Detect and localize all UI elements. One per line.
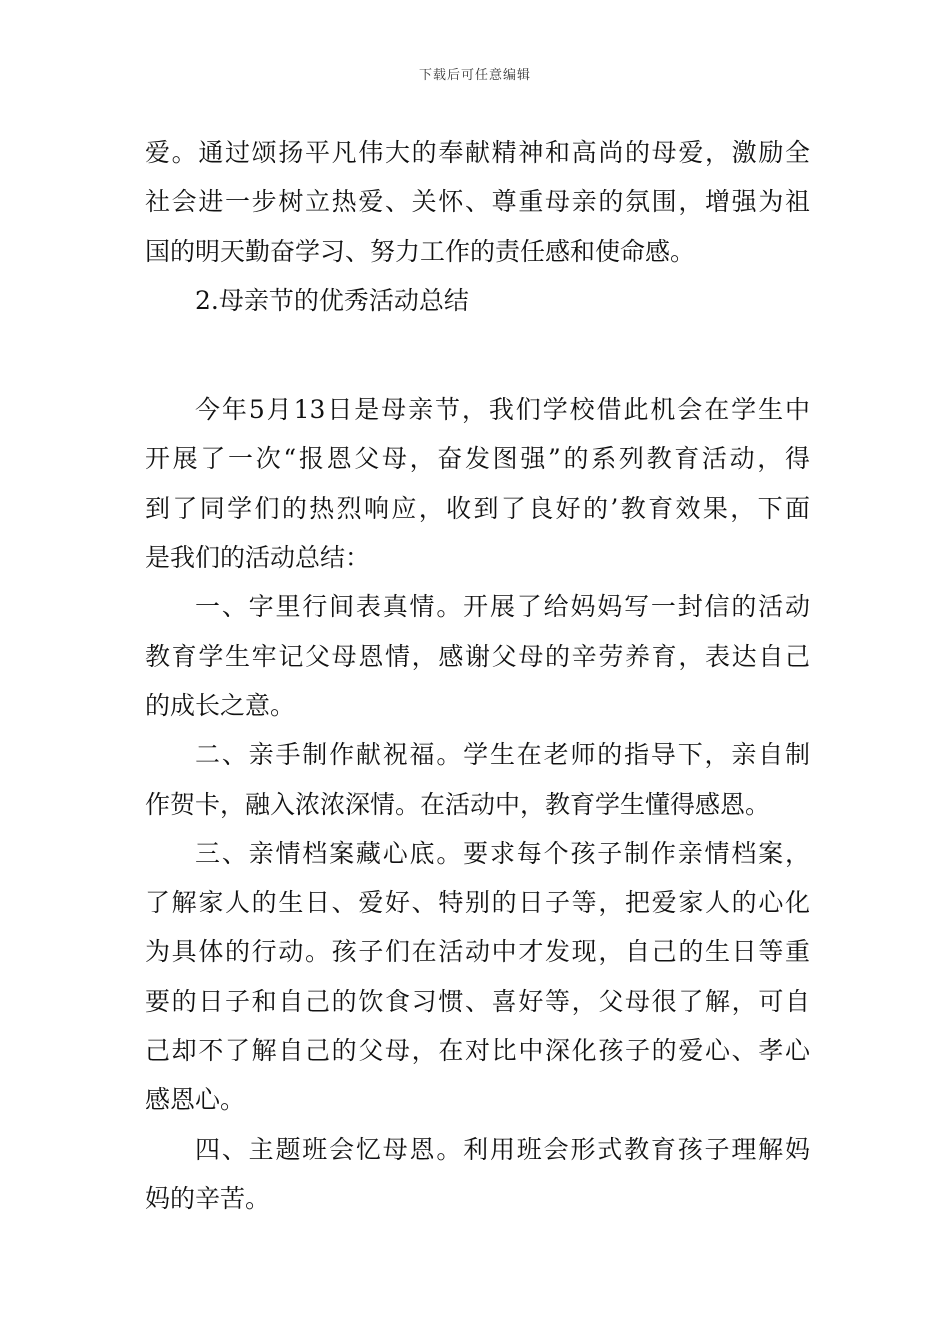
text-line: 今年5月13日是母亲节，我们学校借此机会在学生中 [195, 395, 810, 425]
paragraph-item-four [145, 1125, 810, 1224]
text-line: 国的明天勤奋学习、努力工作的责任感和使命感。 [145, 236, 696, 266]
text-line: 的成长之意。 [145, 690, 296, 720]
text-line: 感恩心。 [145, 1085, 246, 1115]
text-line: 了解家人的生日、爱好、特别的日子等，把爱家人的心化 [145, 888, 810, 918]
text-line: 妈的辛苦。 [145, 1183, 271, 1213]
blank-space [145, 325, 810, 385]
text-line: 是我们的活动总结： [145, 543, 371, 573]
text-line: 己却不了解自己的父母，在对比中深化孩子的爱心、孝心 [145, 1036, 810, 1066]
section-heading: 2.母亲节的优秀活动总结 [195, 285, 469, 315]
text-line: 教育学生牢记父母恩情，感谢父母的辛劳养育，表达自己 [145, 641, 810, 671]
text-line: 社会进一步树立热爱、关怀、尊重母亲的氛围，增强为祖 [145, 187, 810, 217]
paragraph-item-one [145, 582, 810, 730]
paragraph-summary-intro [145, 385, 810, 582]
text-line: 四、主题班会忆母恩。利用班会形式教育孩子理解妈 [195, 1134, 810, 1164]
text-line: 要的日子和自己的饮食习惯、喜好等，父母很了解，可自 [145, 986, 810, 1016]
text-line: 爱。通过颂扬平凡伟大的奉献精神和高尚的母爱，激励全 [145, 138, 810, 167]
text-line: 为具体的行动。孩子们在活动中才发现，自己的生日等重 [145, 937, 810, 967]
text-line: 一、字里行间表真情。开展了给妈妈写一封信的活动 [195, 592, 810, 622]
page-header-note: 下载后可任意编辑 [418, 68, 531, 83]
text-line: 到了同学们的热烈响应，收到了良好的’教育效果，下面 [145, 493, 810, 523]
paragraph-intro-continuation [145, 128, 810, 276]
text-line: 三、亲情档案藏心底。要求每个孩子制作亲情档案， [195, 838, 810, 868]
paragraph-item-three [145, 829, 810, 1125]
document-body [145, 128, 810, 1223]
paragraph-item-two [145, 730, 810, 829]
text-line: 作贺卡，融入浓浓深情。在活动中，教育学生懂得感恩。 [145, 789, 771, 819]
text-line: 开展了一次“报恩父母，奋发图强”的系列教育活动，得 [145, 444, 810, 474]
text-line: 二、亲手制作献祝福。学生在老师的指导下，亲自制 [195, 740, 810, 770]
